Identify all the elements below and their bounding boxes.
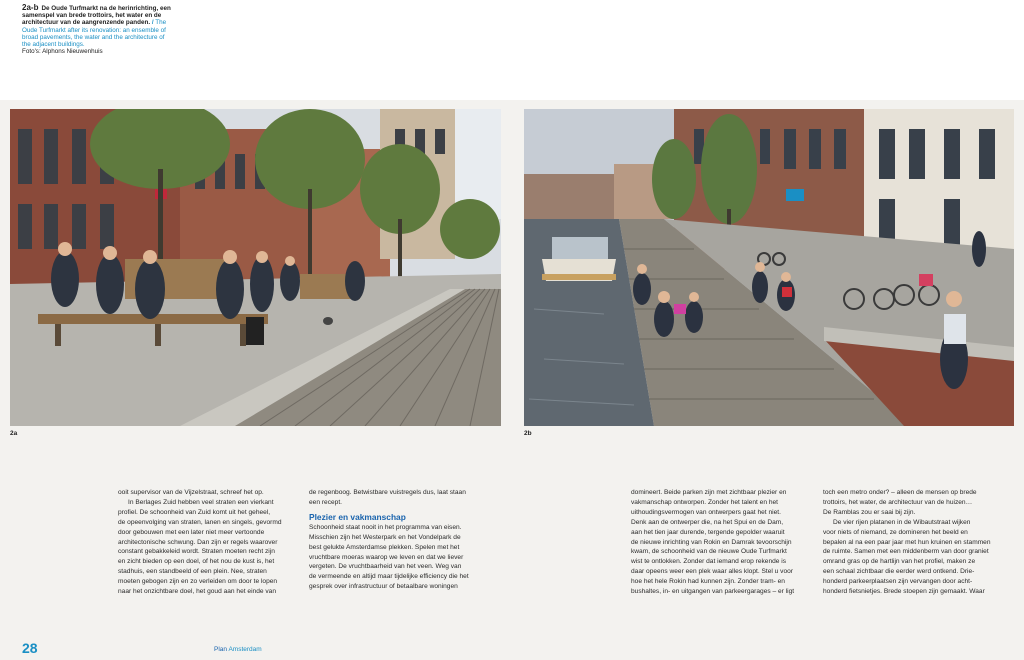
col4-line: een schaal zichtbaar die eerder werd ontkend. Drie- [823,568,975,576]
col2-line: Schoonheid staat nooit in het programma van eisen. [309,523,462,531]
col3-line: domineert. Beide parken zijn met zichtbaar plezier en [631,489,787,496]
photo-caption [22,4,172,55]
col3-line: wist te ontlokken. Zonder dat iemand erop rekende is [631,558,787,566]
col4-line: omrand gras op de hartlijn van het profiel, maken ze [823,558,976,566]
col3-line: kwam, de schoonheid van de nieuwe Oude Turfmarkt [631,548,787,556]
col4-line: de ruimte. Samen met een middenberm van door graniet [823,548,989,556]
caption-label: 2a-b [22,3,39,12]
col2-line: best gelukte Amsterdamse plekken. Spelen met het [309,543,460,551]
caption-slash: / [151,19,154,27]
col1-line: profiel. De schoonheid van Zuid komt uit het geheel, [118,508,271,516]
col1-line: stadhuis, een standbeeld of een plein. Nee, straten [118,568,267,576]
photo-2a-label: 2a [10,430,18,437]
col2-line: vergeten. De vruchtbaarheid van het veen. Weg van [309,563,462,571]
col1-line: moeten gebogen zijn en zo verleiden om door te lopen [118,578,278,586]
photo-2b-label: 2b [524,430,532,437]
col1-line: naar het onzichtbare doel, het goud aan het einde van [118,588,277,596]
col3-line: bushaltes, in- en uitgangen van parkeergarages – er ligt [631,588,795,596]
photo-2b [524,109,1014,426]
col2-line: vruchtbare moeras waarop we leven en dat we liever [309,553,464,561]
col4-line: honderd fietsnietjes. Brede stoepen zijn gemaakt. Waar [823,588,985,596]
text-column-3 [631,488,813,597]
brand-part-2: Amsterdam [228,646,262,653]
text-column-1 [118,488,300,597]
col4-line: bepalen al na een paar jaar met hun kruinen en stammen [823,538,991,546]
col2-line: de regenboog. Betwistbare vuistregels dus, laat staan [309,489,466,496]
col4-line: honderd parkeerplaatsen zijn vervangen door acht- [823,578,973,586]
col1-line: en zicht bieden op een doel, of het nou de kust is, het [118,558,275,566]
photo-2a-illustration [10,109,501,426]
photo-2b-illustration [524,109,1014,426]
col2-line: gesprek over infrastructuur of betaalbare woningen [309,583,458,591]
col3-line: de nieuwe inrichting van Rokin en Damrak tevoorschijn [631,538,792,546]
col2-line: een recept. [309,498,342,506]
col2-line: de vermeende en altijd maar tijdelijke efficiency die het [309,573,469,581]
section-heading: Plezier en vakmanschap [309,511,406,522]
col3-line: aan het tien jaar durende, tergende gepolder waaruit [631,528,785,536]
col1-line: constant gebakkeleid wordt. Straten moeten recht zijn [118,548,275,556]
col4-line: De vier rijen platanen in de Wibautstraat wijken [833,518,971,526]
col1-line: In Berlages Zuid hebben veel straten een vierkant [128,498,274,506]
caption-english: The Oude Turfmarkt after its renovation: an ensemble of broad pavements, the water and the architecture of the adjacent buildings. [22,19,167,49]
col1-line: de opeenvolging van straten, lanen en singels, gevormd [118,518,282,526]
col3-line: daar opeens weer een plek waar alles klopt. Stel u voor [631,568,794,576]
col1-line: ooit supervisor van de Vijzelstraat, schreef het op. [118,489,264,496]
brand-part-1: Plan [214,646,228,653]
col3-line: vakmanschap ontworpen. Zonder het talent en het [631,498,778,506]
col2-line: Misschien zijn het Westerpark en het Vondelpark de [309,533,461,541]
footer-brand [214,646,262,653]
col3-line: hoe het hele Rokin had kunnen zijn. Zonder tram- en [631,578,785,586]
col4-line: trottoirs, het water, de architectuur van de huizen… [823,498,973,506]
col4-line: De Ramblas zou er saai bij zijn. [823,508,916,516]
col1-line: architectonische schwung. Dan zijn er regels waarover [118,538,278,546]
page-number: 28 [22,640,38,656]
photo-2a [10,109,501,426]
text-column-4 [823,488,1005,597]
col3-line: uithoudingsvermogen van ontwerpers gaat het niet. [631,508,781,516]
col4-line: voor niets of niemand, ze domineren het beeld en [823,528,968,536]
col3-line: Denk aan de ontwerper die, na het Spui en de Dam, [631,518,784,526]
col4-line: toch een metro onder? – alleen de mensen op brede [823,489,977,496]
text-column-2 [309,488,491,592]
caption-credit: Foto's: Alphons Nieuwenhuis [22,48,103,56]
col1-line: door gebouwen met een later niet meer vertoonde [118,528,265,536]
caption-dutch: De Oude Turfmarkt na de herinrichting, een samenspel van brede trottoirs, het water en de architectuur van de aangrenzende panden. [22,5,171,27]
